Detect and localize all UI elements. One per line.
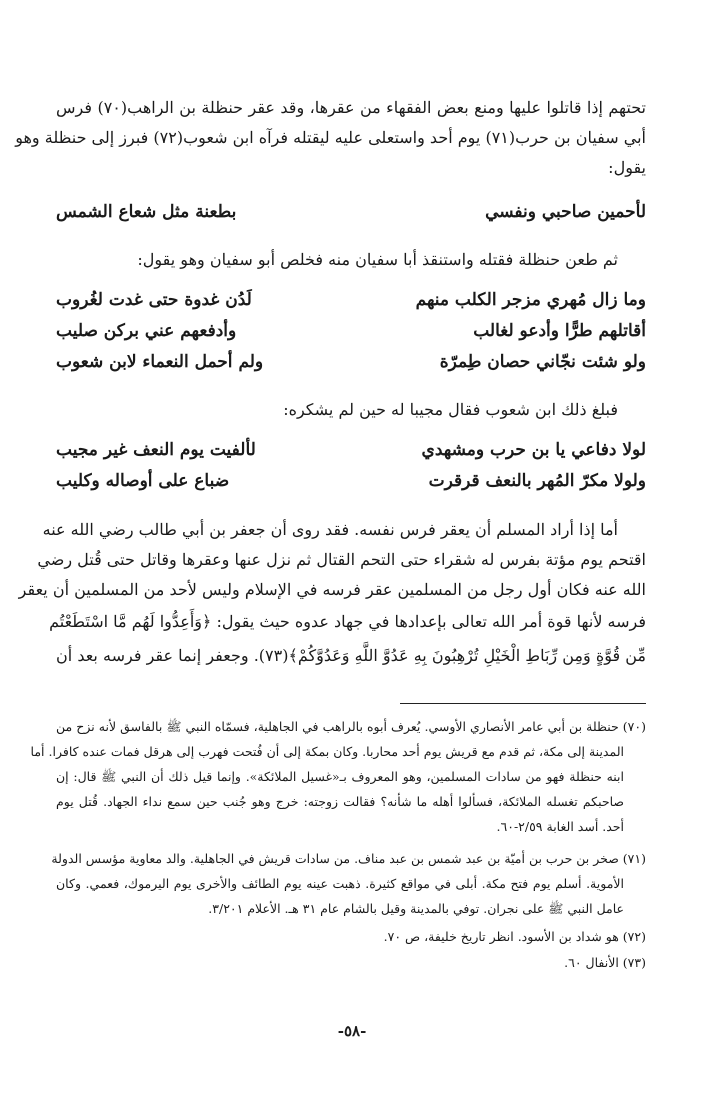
footnote-line: أحد. أسد الغابة ٢/٥٩-٦٠. (496, 819, 624, 834)
poem2-left-1: لألفيت يوم النعف غير مجيب (56, 440, 256, 460)
footnote-72: (٧٢) هو شداد بن الأسود. انظر تاريخ خليفة، ص ٧٠. (383, 929, 646, 944)
paragraph-line: يقول: (608, 158, 646, 177)
paragraph-line: أما إذا أراد المسلم أن يعقر فرس نفسه. فقد روى أن جعفر بن أبي طالب رضي الله عنه (42, 520, 618, 539)
footnote-71 (51, 846, 646, 921)
paragraph-line: ثم طعن حنظلة فقتله واستنقذ أبا سفيان منه فخلص أبو سفيان وهو يقول: (137, 250, 618, 269)
footnote-line: المدينة إلى مكة، ثم قدم مع قريش يوم أحد محاربا. وكان بمكة إلى أن فُتحت فهرب إلى هرقل فمات عنده كافرا. أما (30, 744, 624, 759)
poem2-right-2: ولولا مكرّ المُهر بالنعف قرقرت (428, 471, 646, 491)
footnote-line: (٧٠) حنظلة بن أبي عامر الأنصاري الأوسي. يُعرف أبوه بالراهب في الجاهلية، فسمّاه النبي ﷺ بالفاسق لأنه نزح من (56, 719, 646, 734)
poem-left-2: وأدفعهم عني بركن صليب (56, 321, 237, 341)
footnote-line: الأموية. أسلم يوم فتح مكة. أبلى في مواقع كثيرة. ذهبت عينه يوم الطائف والأخرى يوم اليرموك، فعمي. وكان (56, 876, 624, 891)
poem2-right-1: لولا دفاعي يا بن حرب ومشهدي (421, 440, 646, 460)
paragraph-line: اقتحم يوم مؤتة بفرس له شقراء حتى التحم القتال ثم نزل عنها وعقرها وقاتل حتى قُتل رضي (37, 550, 646, 569)
poem-left-3: ولم أحمل النعماء لابن شعوب (56, 352, 264, 372)
footnote-line: ابنه حنظلة فهو من سادات المسلمين، وهو المعروف بـ«غسيل الملائكة». وإنما قيل ذلك أن النبي ﷺ قال: إن (56, 769, 624, 784)
poem (56, 290, 646, 382)
footnote-line: صاحبكم تغسله الملائكة، فسألوا أهله ما شأنه؟ فقالت زوجته: خرج وهو جُنب حين سمع نداء الجهاد. قُتل يوم (56, 794, 624, 809)
footnote-separator (400, 703, 646, 704)
verse-hemistich-right: لأحمين صاحبي ونفسي (485, 202, 646, 222)
paragraph-line: مِّن قُوَّةٍ وَمِن رِّبَاطِ الْخَيْلِ تُرْهِبُونَ بِهِ عَدُوَّ اللَّهِ وَعَدُوَّكُمْ﴾(٧٣). وجعفر إنما عقر فرسه بعد أن (56, 646, 647, 665)
paragraph-line: تحتهم إذا قاتلوا عليها ومنع بعض الفقهاء من عقرها، وقد عقر حنظلة بن الراهب(٧٠) فرس (56, 98, 646, 117)
verse-hemistich-left: بطعنة مثل شعاع الشمس (56, 202, 237, 222)
poem-left-1: لَدُن غدوة حتى غدت لغُروب (56, 290, 252, 310)
poem2-left-2: ضباع على أوصاله وكليب (56, 471, 230, 491)
poem-right-3: ولو شئت نجّاني حصان طِمرّة (439, 352, 646, 372)
footnote-line: عامل النبي ﷺ على نجران. توفي بالمدينة وقيل بالشام عام ٣١ هـ. الأعلام ٣/٢٠١. (208, 901, 624, 916)
paragraph-line: فرسه لأنها قوة أمر الله تعالى بإعدادها في جهاد عدوه حيث يقول: ﴿وَأَعِدُّوا لَهُم مَّا اسْتَطَعْتُم (49, 612, 646, 631)
footnote-line: (٧١) صخر بن حرب بن أميّة بن عبد شمس بن عبد مناف. من سادات قريش في الجاهلية. والد معاوية مؤسس الدولة (51, 851, 646, 866)
page-number: -٥٨- (337, 1022, 367, 1040)
paragraph-line: فبلغ ذلك ابن شعوب فقال مجيبا له حين لم يشكره: (283, 400, 618, 419)
footnote-70 (30, 714, 646, 839)
poem (56, 440, 646, 502)
poem-right-2: أقاتلهم طرًّا وأدعو لغالب (473, 321, 646, 341)
footnote-73: (٧٣) الأنفال ٦٠. (564, 955, 646, 970)
verse-line (56, 202, 646, 230)
paragraph-line: أبي سفيان بن حرب(٧١) يوم أحد واستعلى عليه ليقتله فرآه ابن شعوب(٧٢) فبرز إلى حنظلة وهو (15, 128, 646, 147)
poem-right-1: وما زال مُهري مزجر الكلب منهم (415, 290, 646, 310)
paragraph-line: الله عنه فكان أول رجل من المسلمين عقر فرسه في الإسلام وليس لأحد من المسلمين أن يعقر (18, 580, 646, 599)
